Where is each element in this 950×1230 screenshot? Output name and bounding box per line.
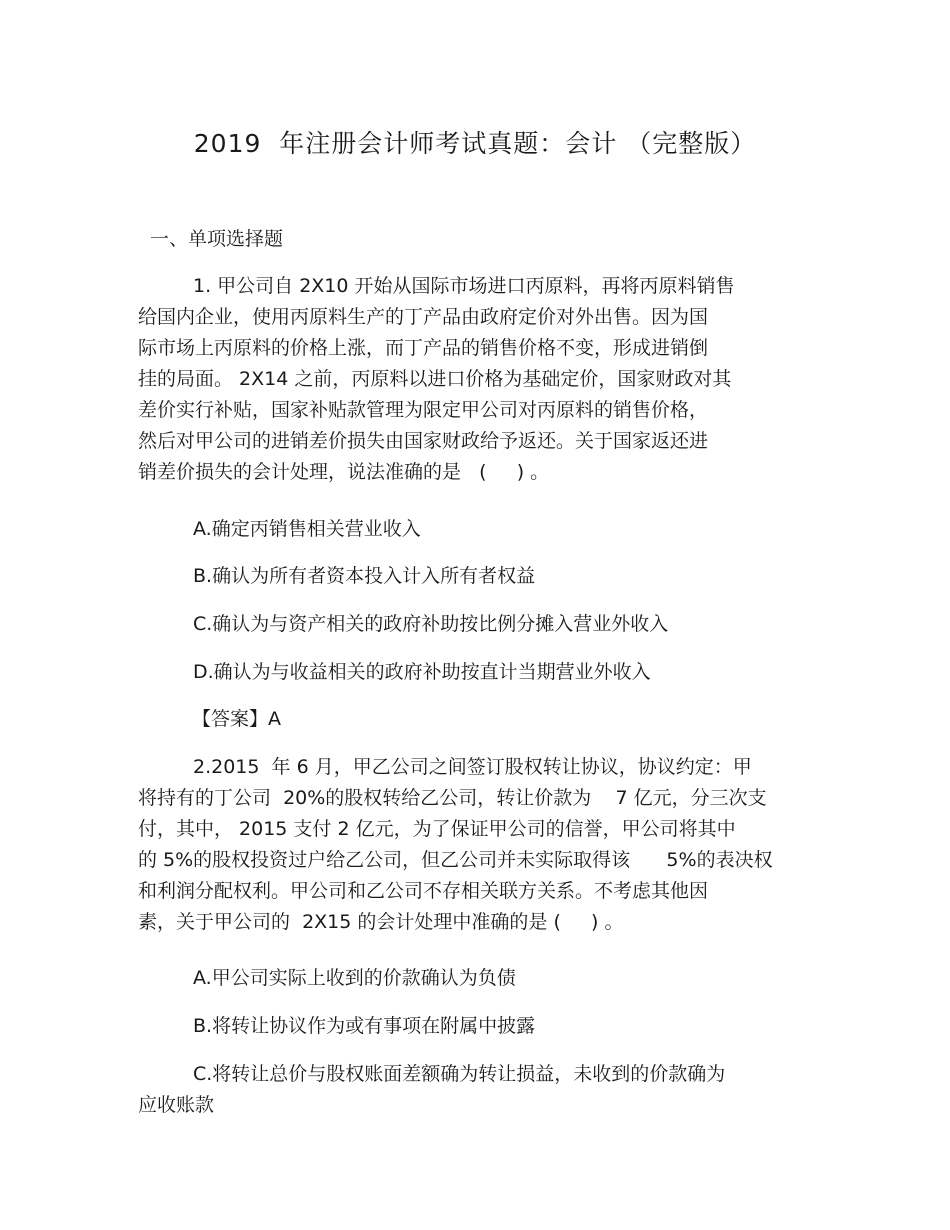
question-1-option-c: C.确认为与资产相关的政府补助按比例分摊入营业外收入 [193,613,669,635]
section-heading: 一、单项选择题 [150,228,284,250]
question-2-line: 2.2015 年 6 月，甲乙公司之间签订股权转让协议，协议约定：甲 [193,756,752,778]
question-1-line: 然后对甲公司的进销差价损失由国家财政给予返还。关于国家返还进 [138,430,709,452]
question-1-line: 给国内企业，使用丙原料生产的丁产品由政府定价对外出售。因为国 [138,306,709,328]
question-1-text [138,271,838,488]
question-1-option-d: D.确认为与收益相关的政府补助按直计当期营业外收入 [193,661,651,683]
question-1-line: 际市场上丙原料的价格上涨，而丁产品的销售价格不变，形成进销倒 [138,337,709,359]
question-1-option-b: B.确认为所有者资本投入计入所有者权益 [193,565,536,587]
question-1-line: 1. 甲公司自 2X10 开始从国际市场进口丙原料，再将丙原料销售 [193,275,735,297]
question-2-option-c-line: 应收账款 [138,1094,215,1116]
question-2-line: 素，关于甲公司的 2X15 的会计处理中准确的是 ( ) 。 [138,911,624,933]
question-2-line: 付，其中， 2015 支付 2 亿元，为了保证甲公司的信誉，甲公司将其中 [138,818,736,840]
question-2-line: 将持有的丁公司 20%的股权转给乙公司，转让价款为 7 亿元，分三次支 [138,787,767,809]
question-2-option-a: A.甲公司实际上收到的价款确认为负债 [193,967,516,989]
question-1-answer: 【答案】A [192,708,281,730]
question-1-option-a: A.确定丙销售相关营业收入 [193,518,421,540]
question-1-line: 差价实行补贴，国家补贴款管理为限定甲公司对丙原料的销售价格， [138,399,709,421]
question-2-text [138,752,838,938]
question-1-line: 挂的局面。 2X14 之前，丙原料以进口价格为基础定价，国家财政对其 [138,368,732,390]
question-2-line: 和利润分配权利。甲公司和乙公司不存相关联方关系。不考虑其他因 [138,880,709,902]
question-2-line: 的 5%的股权投资过户给乙公司，但乙公司并未实际取得该 5%的表决权 [138,849,773,871]
question-2-option-c [138,1059,838,1121]
question-2-option-c-line: C.将转让总价与股权账面差额确为转让损益，未收到的价款确为 [193,1063,726,1085]
document-title: 2019 年注册会计师考试真题：会计 （完整版） [193,129,757,158]
question-1-line: 销差价损失的会计处理，说法准确的是 ( ) 。 [138,461,550,483]
question-2-option-b: B.将转让协议作为或有事项在附属中披露 [193,1015,536,1037]
